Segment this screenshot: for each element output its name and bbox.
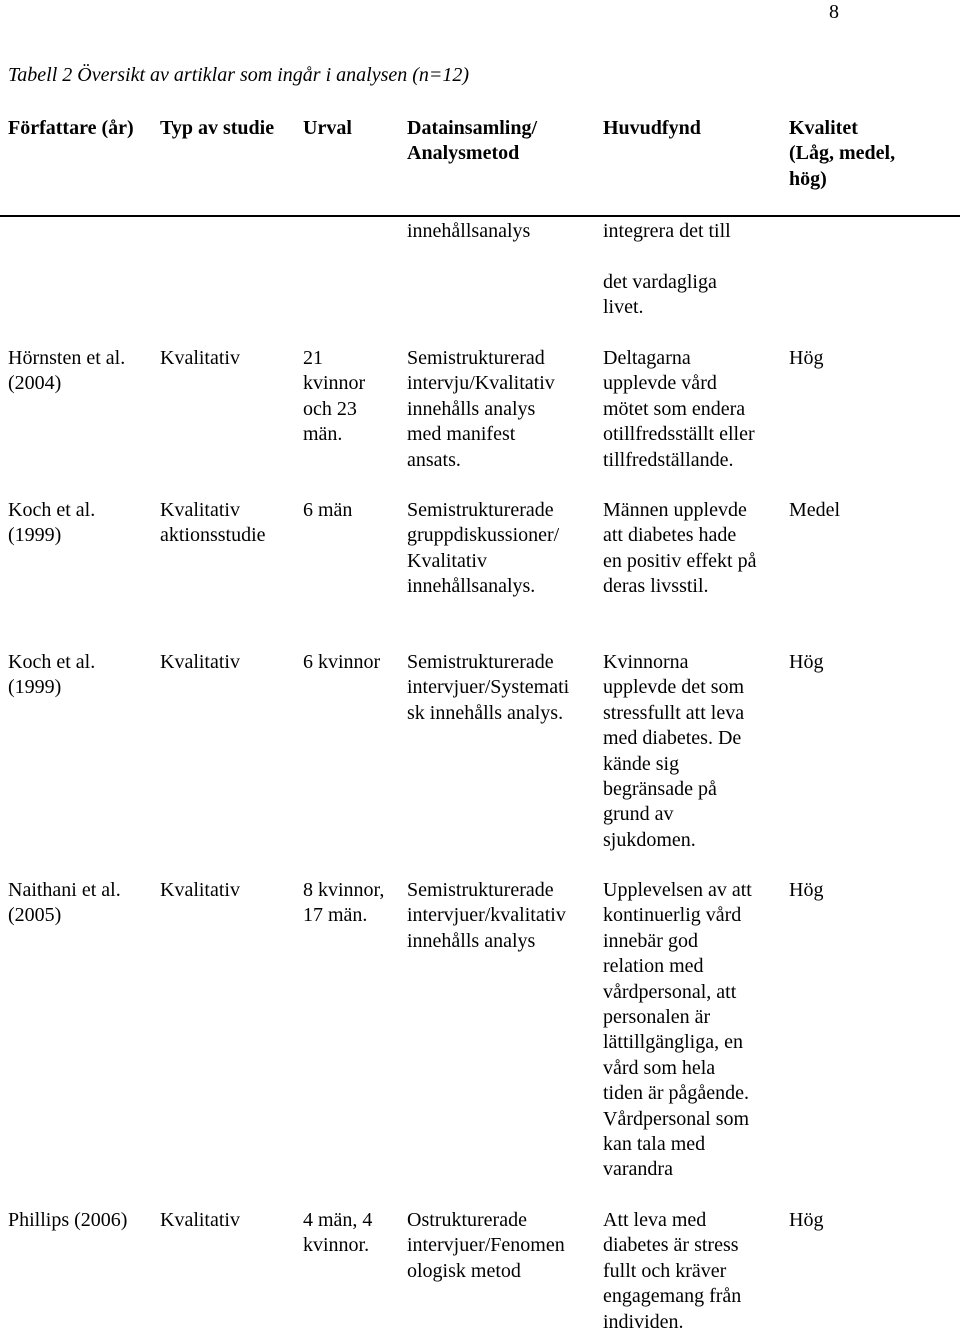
cell-author: Koch et al. (1999) — [8, 651, 96, 699]
cell-study-type: Kvalitativ aktionsstudie — [160, 499, 266, 547]
header-quality: Kvalitet (Låg, medel, hög) — [789, 117, 896, 190]
cell-study-type: Kvalitativ — [160, 1209, 240, 1231]
cell-method: innehållsanalys — [407, 220, 531, 242]
cell-method: Semistrukturerade intervjuer/kvalitativ innehålls analys — [407, 879, 566, 952]
cell-findings: Männen upplevde att diabetes hade en positiv effekt på deras livsstil. — [603, 499, 757, 598]
cell-quality: Hög — [789, 347, 824, 369]
header-findings: Huvudfynd — [603, 117, 701, 139]
cell-findings: Att leva med diabetes är stress fullt och kräver engagemang från individen. — [603, 1209, 742, 1333]
cell-findings: integrera det till det vardagliga livet. — [603, 220, 731, 319]
cell-author: Hörnsten et al. (2004) — [8, 347, 126, 395]
cell-findings: Deltagarna upplevde vård mötet som endera otillfredsställt eller tillfredställande. — [603, 347, 755, 471]
cell-study-type: Kvalitativ — [160, 879, 240, 901]
cell-author: Phillips (2006) — [8, 1209, 128, 1231]
cell-method: Semistrukturerade gruppdiskussioner/ Kvalitativ innehållsanalys. — [407, 499, 560, 598]
header-sample: Urval — [303, 117, 352, 139]
cell-method: Semistrukturerade intervjuer/Systemati sk innehålls analys. — [407, 651, 570, 724]
cell-sample: 8 kvinnor, 17 män. — [303, 879, 385, 927]
header-author: Författare (år) — [8, 117, 134, 139]
page-number: 8 — [829, 1, 839, 23]
cell-quality: Hög — [789, 1209, 824, 1231]
cell-sample: 4 män, 4 kvinnor. — [303, 1209, 373, 1257]
cell-sample: 6 kvinnor — [303, 651, 381, 673]
cell-quality: Hög — [789, 879, 824, 901]
cell-author: Naithani et al. (2005) — [8, 879, 121, 927]
header-study-type: Typ av studie — [160, 117, 275, 139]
table-caption: Tabell 2 Översikt av artiklar som ingår i analysen (n=12) — [8, 64, 470, 86]
cell-author: Koch et al. (1999) — [8, 499, 96, 547]
table-header — [0, 116, 960, 216]
cell-findings: Upplevelsen av att kontinuerlig vård innebär god relation med vårdpersonal, att personalen är lättillgängliga, en vård som hela tiden är pågående. Vårdpersonal som kan tala med varandra — [603, 879, 752, 1181]
cell-study-type: Kvalitativ — [160, 347, 240, 369]
cell-quality: Hög — [789, 651, 824, 673]
cell-findings: Kvinnorna upplevde det som stressfullt att leva med diabetes. De kände sig begränsade på grund av sjukdomen. — [603, 651, 745, 851]
header-method: Datainsamling/ Analysmetod — [407, 117, 538, 165]
cell-study-type: Kvalitativ — [160, 651, 240, 673]
cell-method: Semistrukturerad intervju/Kvalitativ innehålls analys med manifest ansats. — [407, 347, 555, 471]
cell-quality: Medel — [789, 499, 841, 521]
cell-sample: 6 män — [303, 499, 353, 521]
cell-sample: 21 kvinnor och 23 män. — [303, 347, 366, 446]
cell-method: Ostrukturerade intervjuer/Fenomen ologisk metod — [407, 1209, 565, 1282]
header-rule — [0, 215, 960, 217]
